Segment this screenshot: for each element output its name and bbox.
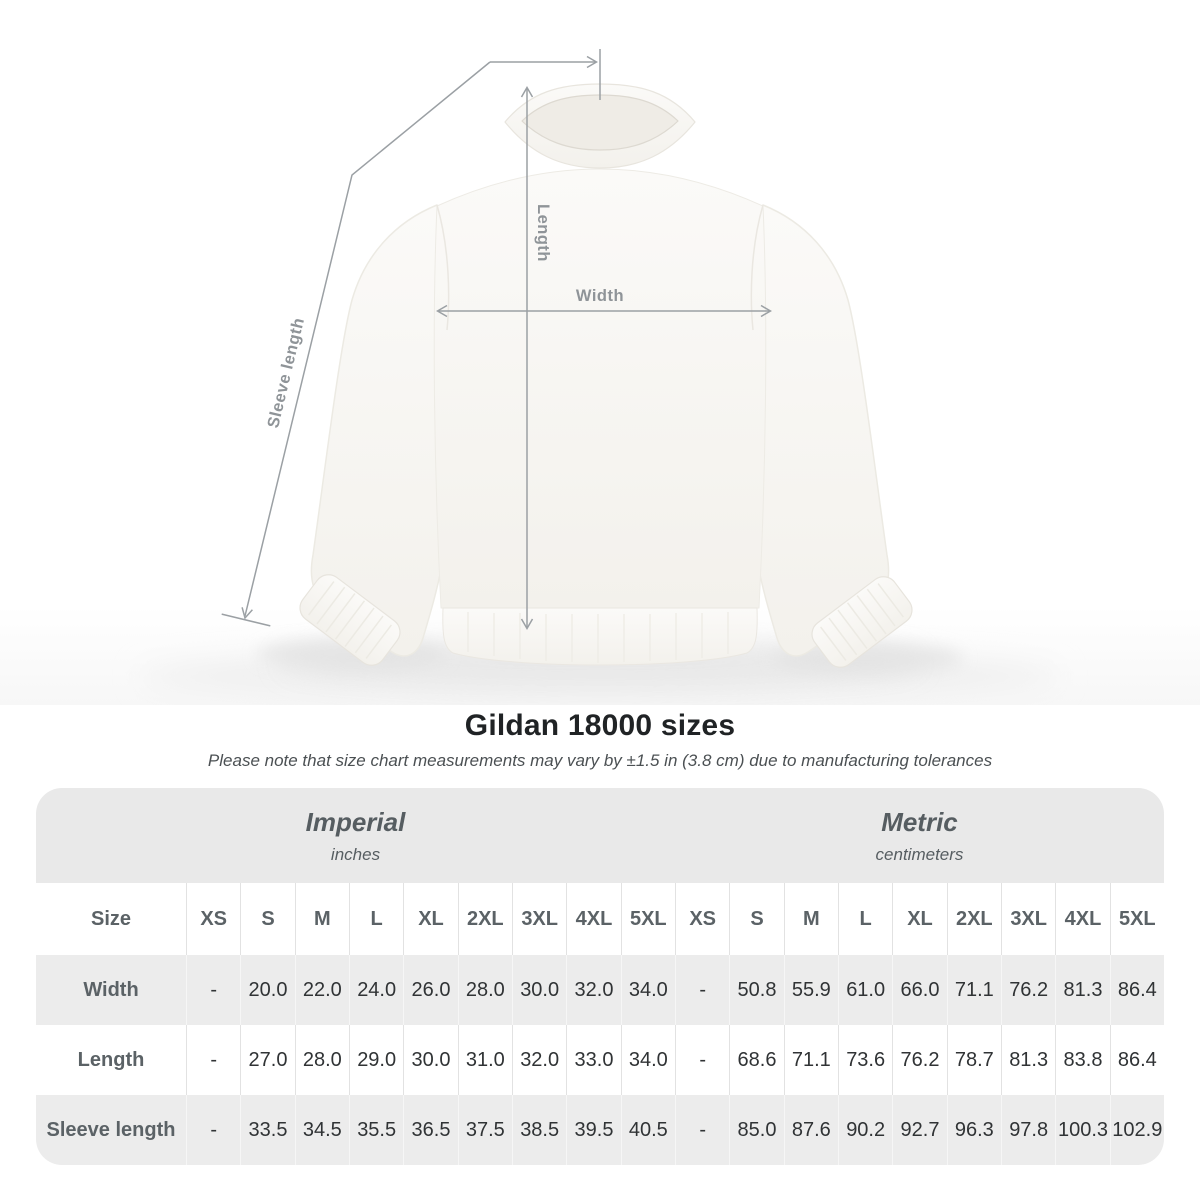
size-column-header: 4XL: [1055, 883, 1109, 955]
size-value-cell: 81.3: [1001, 1025, 1055, 1095]
size-value-cell: -: [675, 1095, 729, 1165]
sweatshirt-graphic: [294, 84, 917, 673]
size-value-cell: -: [675, 1025, 729, 1095]
size-value-cell: 35.5: [349, 1095, 403, 1165]
size-value-cell: 28.0: [295, 1025, 349, 1095]
size-value-cell: 26.0: [403, 955, 457, 1025]
row-label-cell: Length: [36, 1025, 186, 1095]
size-value-cell: 76.2: [1001, 955, 1055, 1025]
size-value-cell: -: [675, 955, 729, 1025]
size-value-cell: 31.0: [458, 1025, 512, 1095]
size-column-header: 5XL: [1110, 883, 1164, 955]
size-value-cell: 20.0: [240, 955, 294, 1025]
size-column-header: 2XL: [947, 883, 1001, 955]
size-column-header: S: [240, 883, 294, 955]
size-value-cell: -: [186, 955, 240, 1025]
size-column-header: M: [295, 883, 349, 955]
size-column-header: M: [784, 883, 838, 955]
size-value-cell: 78.7: [947, 1025, 1001, 1095]
size-value-cell: 81.3: [1055, 955, 1109, 1025]
size-value-cell: 66.0: [892, 955, 946, 1025]
size-column-header: 3XL: [1001, 883, 1055, 955]
sleeve-length-label: Sleeve length: [264, 315, 309, 430]
size-column-header: XL: [403, 883, 457, 955]
size-value-cell: 34.5: [295, 1095, 349, 1165]
size-value-cell: 71.1: [784, 1025, 838, 1095]
size-value-cell: 30.0: [403, 1025, 457, 1095]
size-value-cell: 27.0: [240, 1025, 294, 1095]
imperial-title: Imperial: [305, 806, 406, 837]
size-value-cell: 32.0: [566, 955, 620, 1025]
size-value-cell: 55.9: [784, 955, 838, 1025]
size-value-cell: 73.6: [838, 1025, 892, 1095]
size-value-cell: 86.4: [1110, 1025, 1164, 1095]
size-header-cell: Size: [36, 883, 186, 955]
size-value-cell: 68.6: [729, 1025, 783, 1095]
metric-group-header: [675, 788, 1164, 883]
size-column-header: L: [838, 883, 892, 955]
title-block: [0, 709, 1200, 771]
size-value-cell: 92.7: [892, 1095, 946, 1165]
size-column-header: XS: [675, 883, 729, 955]
size-value-cell: 85.0: [729, 1095, 783, 1165]
size-value-cell: 96.3: [947, 1095, 1001, 1165]
size-value-cell: 29.0: [349, 1025, 403, 1095]
size-value-cell: 50.8: [729, 955, 783, 1025]
size-value-cell: 24.0: [349, 955, 403, 1025]
size-column-header: XL: [892, 883, 946, 955]
size-value-cell: 87.6: [784, 1095, 838, 1165]
size-value-cell: 39.5: [566, 1095, 620, 1165]
size-value-cell: 33.0: [566, 1025, 620, 1095]
body-panel: [434, 169, 766, 608]
size-value-cell: 40.5: [621, 1095, 675, 1165]
row-label-cell: Sleeve length: [36, 1095, 186, 1165]
size-value-cell: 30.0: [512, 955, 566, 1025]
size-column-header: XS: [186, 883, 240, 955]
size-chart-table: [36, 788, 1164, 1165]
size-column-header: 3XL: [512, 883, 566, 955]
page-subtitle: Please note that size chart measurements may vary by ±1.5 in (3.8 cm) due to manufacturing tolerances: [207, 751, 993, 770]
size-value-cell: 36.5: [403, 1095, 457, 1165]
size-value-cell: 86.4: [1110, 955, 1164, 1025]
metric-title: Metric: [881, 806, 958, 837]
metric-unit: centimeters: [875, 844, 964, 864]
width-label: Width: [575, 287, 625, 305]
size-value-cell: -: [186, 1095, 240, 1165]
size-value-cell: 34.0: [621, 1025, 675, 1095]
size-column-header: S: [729, 883, 783, 955]
imperial-unit: inches: [330, 844, 381, 864]
size-value-cell: 100.3: [1055, 1095, 1109, 1165]
length-label: Length: [534, 204, 552, 262]
size-value-cell: 28.0: [458, 955, 512, 1025]
size-value-cell: 61.0: [838, 955, 892, 1025]
size-value-cell: -: [186, 1025, 240, 1095]
page-title: Gildan 18000 sizes: [464, 709, 736, 742]
size-value-cell: 90.2: [838, 1095, 892, 1165]
size-value-cell: 83.8: [1055, 1025, 1109, 1095]
size-value-cell: 38.5: [512, 1095, 566, 1165]
size-column-header: 2XL: [458, 883, 512, 955]
size-column-header: 4XL: [566, 883, 620, 955]
size-value-cell: 71.1: [947, 955, 1001, 1025]
size-value-cell: 33.5: [240, 1095, 294, 1165]
size-value-cell: 34.0: [621, 955, 675, 1025]
size-value-cell: 22.0: [295, 955, 349, 1025]
size-value-cell: 32.0: [512, 1025, 566, 1095]
size-column-header: L: [349, 883, 403, 955]
size-value-cell: 76.2: [892, 1025, 946, 1095]
size-value-cell: 37.5: [458, 1095, 512, 1165]
size-value-cell: 97.8: [1001, 1095, 1055, 1165]
imperial-group-header: [36, 788, 675, 883]
size-column-header: 5XL: [621, 883, 675, 955]
row-label-cell: Width: [36, 955, 186, 1025]
hem-band: [443, 608, 757, 665]
size-value-cell: 102.9: [1110, 1095, 1164, 1165]
